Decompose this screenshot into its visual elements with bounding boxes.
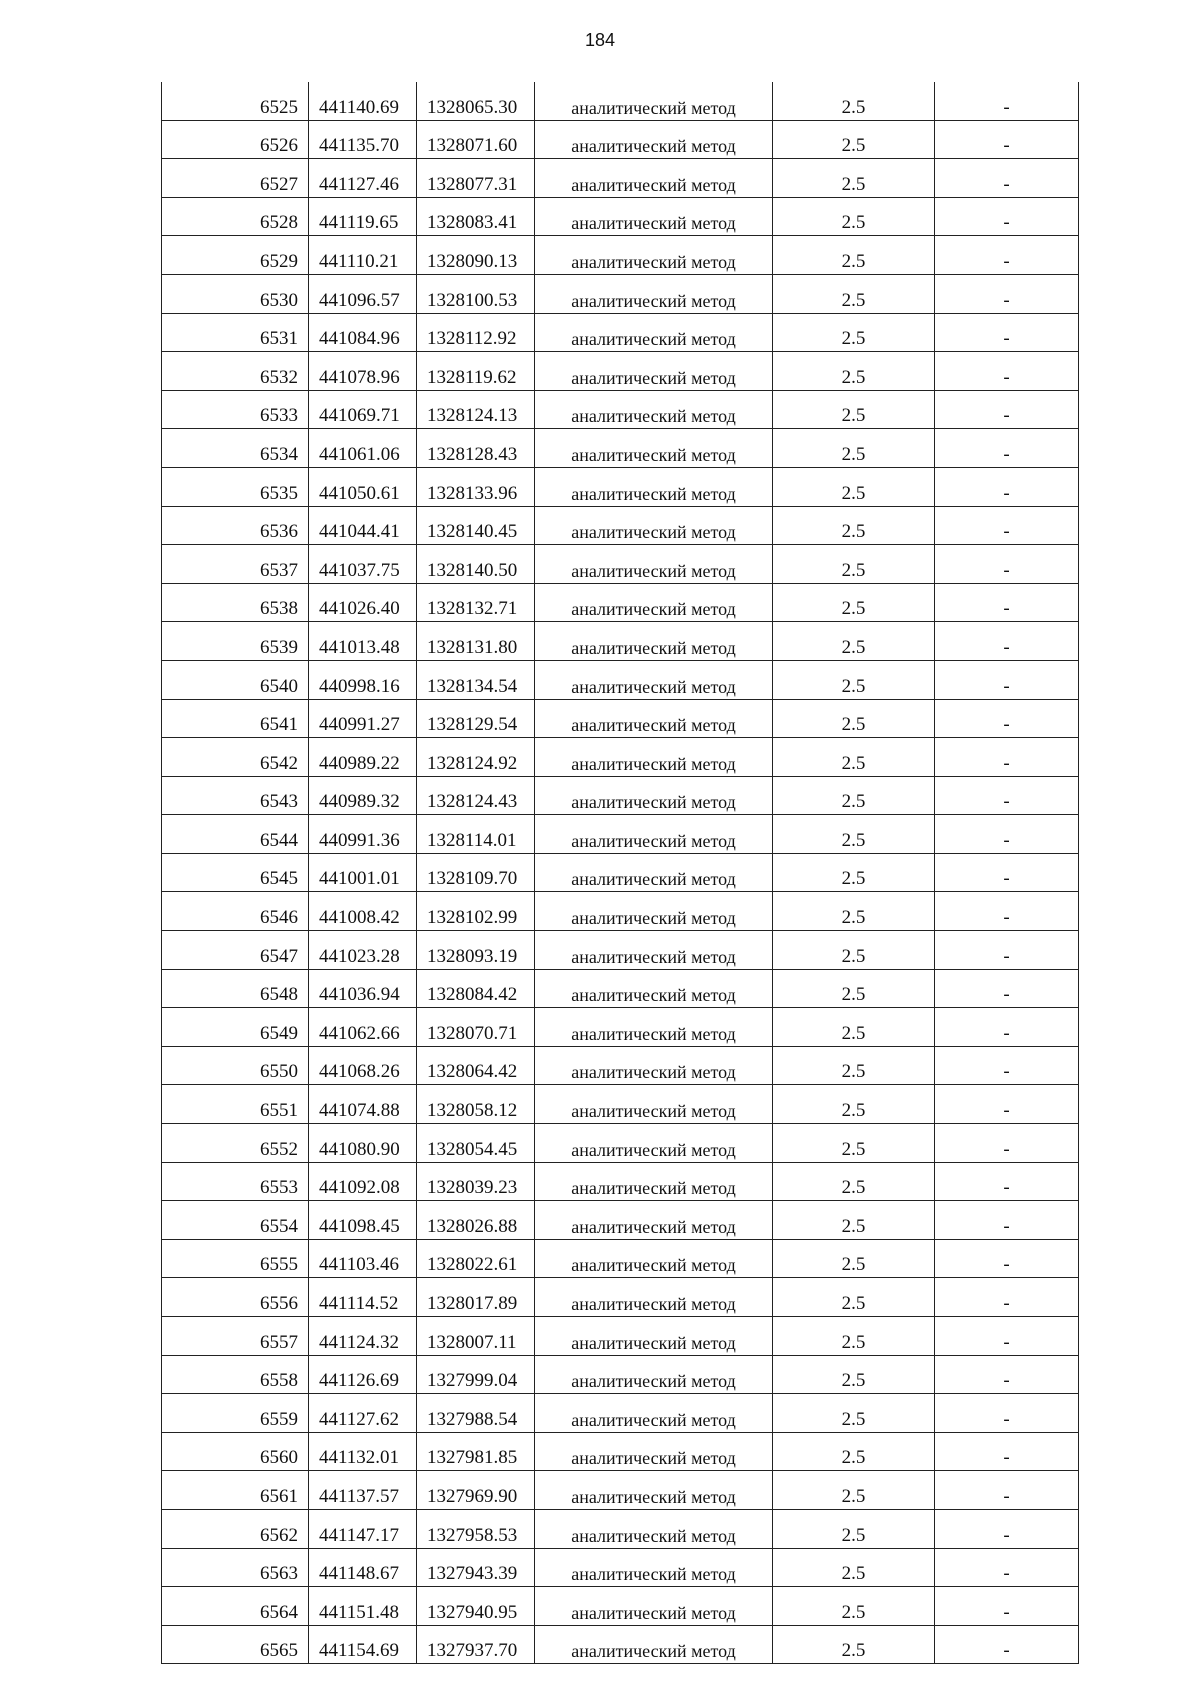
y-coordinate-cell: 1328084.42 bbox=[417, 969, 535, 1008]
table-row bbox=[162, 1355, 1079, 1394]
y-coordinate-cell: 1328093.19 bbox=[417, 931, 535, 970]
point-number-cell: 6560 bbox=[162, 1432, 309, 1471]
note-cell: - bbox=[935, 969, 1079, 1008]
table-row bbox=[162, 390, 1079, 429]
note-cell: - bbox=[935, 583, 1079, 622]
accuracy-cell: 2.5 bbox=[773, 1471, 935, 1510]
method-cell: аналитический метод bbox=[535, 120, 773, 159]
y-coordinate-cell: 1327981.85 bbox=[417, 1432, 535, 1471]
note-cell: - bbox=[935, 467, 1079, 506]
y-coordinate-cell: 1327943.39 bbox=[417, 1548, 535, 1587]
table-row bbox=[162, 583, 1079, 622]
point-number-cell: 6564 bbox=[162, 1587, 309, 1626]
point-number-cell: 6526 bbox=[162, 120, 309, 159]
table-row bbox=[162, 197, 1079, 236]
point-number-cell: 6561 bbox=[162, 1471, 309, 1510]
note-cell: - bbox=[935, 429, 1079, 468]
accuracy-cell: 2.5 bbox=[773, 1162, 935, 1201]
y-coordinate-cell: 1328064.42 bbox=[417, 1046, 535, 1085]
table-row bbox=[162, 429, 1079, 468]
method-cell: аналитический метод bbox=[535, 1124, 773, 1163]
accuracy-cell: 2.5 bbox=[773, 969, 935, 1008]
table-row bbox=[162, 1432, 1079, 1471]
table-row bbox=[162, 699, 1079, 738]
point-number-cell: 6558 bbox=[162, 1355, 309, 1394]
table-row bbox=[162, 236, 1079, 275]
note-cell: - bbox=[935, 931, 1079, 970]
accuracy-cell: 2.5 bbox=[773, 1008, 935, 1047]
table-row bbox=[162, 1625, 1079, 1664]
x-coordinate-cell: 441036.94 bbox=[309, 969, 417, 1008]
x-coordinate-cell: 441126.69 bbox=[309, 1355, 417, 1394]
note-cell: - bbox=[935, 82, 1079, 120]
note-cell: - bbox=[935, 1625, 1079, 1664]
y-coordinate-cell: 1328026.88 bbox=[417, 1201, 535, 1240]
point-number-cell: 6539 bbox=[162, 622, 309, 661]
method-cell: аналитический метод bbox=[535, 660, 773, 699]
note-cell: - bbox=[935, 853, 1079, 892]
point-number-cell: 6536 bbox=[162, 506, 309, 545]
table-row bbox=[162, 313, 1079, 352]
accuracy-cell: 2.5 bbox=[773, 1201, 935, 1240]
x-coordinate-cell: 441110.21 bbox=[309, 236, 417, 275]
point-number-cell: 6557 bbox=[162, 1317, 309, 1356]
table-row bbox=[162, 1008, 1079, 1047]
point-number-cell: 6559 bbox=[162, 1394, 309, 1433]
method-cell: аналитический метод bbox=[535, 969, 773, 1008]
method-cell: аналитический метод bbox=[535, 467, 773, 506]
y-coordinate-cell: 1328109.70 bbox=[417, 853, 535, 892]
note-cell: - bbox=[935, 1085, 1079, 1124]
y-coordinate-cell: 1327999.04 bbox=[417, 1355, 535, 1394]
note-cell: - bbox=[935, 1046, 1079, 1085]
note-cell: - bbox=[935, 1008, 1079, 1047]
note-cell: - bbox=[935, 1124, 1079, 1163]
y-coordinate-cell: 1327969.90 bbox=[417, 1471, 535, 1510]
x-coordinate-cell: 440998.16 bbox=[309, 660, 417, 699]
note-cell: - bbox=[935, 236, 1079, 275]
accuracy-cell: 2.5 bbox=[773, 1355, 935, 1394]
accuracy-cell: 2.5 bbox=[773, 1046, 935, 1085]
accuracy-cell: 2.5 bbox=[773, 1394, 935, 1433]
accuracy-cell: 2.5 bbox=[773, 467, 935, 506]
method-cell: аналитический метод bbox=[535, 1201, 773, 1240]
method-cell: аналитический метод bbox=[535, 1085, 773, 1124]
y-coordinate-cell: 1328140.45 bbox=[417, 506, 535, 545]
method-cell: аналитический метод bbox=[535, 1046, 773, 1085]
table-row bbox=[162, 1239, 1079, 1278]
x-coordinate-cell: 441008.42 bbox=[309, 892, 417, 931]
point-number-cell: 6537 bbox=[162, 545, 309, 584]
method-cell: аналитический метод bbox=[535, 1394, 773, 1433]
note-cell: - bbox=[935, 506, 1079, 545]
point-number-cell: 6565 bbox=[162, 1625, 309, 1664]
x-coordinate-cell: 441023.28 bbox=[309, 931, 417, 970]
table-row bbox=[162, 622, 1079, 661]
x-coordinate-cell: 441135.70 bbox=[309, 120, 417, 159]
point-number-cell: 6553 bbox=[162, 1162, 309, 1201]
accuracy-cell: 2.5 bbox=[773, 429, 935, 468]
x-coordinate-cell: 441147.17 bbox=[309, 1509, 417, 1548]
point-number-cell: 6562 bbox=[162, 1509, 309, 1548]
point-number-cell: 6542 bbox=[162, 738, 309, 777]
x-coordinate-cell: 441062.66 bbox=[309, 1008, 417, 1047]
accuracy-cell: 2.5 bbox=[773, 313, 935, 352]
x-coordinate-cell: 441127.46 bbox=[309, 159, 417, 198]
x-coordinate-cell: 441080.90 bbox=[309, 1124, 417, 1163]
y-coordinate-cell: 1328017.89 bbox=[417, 1278, 535, 1317]
table-row bbox=[162, 1317, 1079, 1356]
y-coordinate-cell: 1328119.62 bbox=[417, 352, 535, 391]
method-cell: аналитический метод bbox=[535, 1239, 773, 1278]
table-row bbox=[162, 1394, 1079, 1433]
note-cell: - bbox=[935, 1162, 1079, 1201]
method-cell: аналитический метод bbox=[535, 274, 773, 313]
point-number-cell: 6550 bbox=[162, 1046, 309, 1085]
x-coordinate-cell: 441013.48 bbox=[309, 622, 417, 661]
x-coordinate-cell: 441044.41 bbox=[309, 506, 417, 545]
method-cell: аналитический метод bbox=[535, 82, 773, 120]
y-coordinate-cell: 1328065.30 bbox=[417, 82, 535, 120]
coordinates-table-body bbox=[162, 82, 1079, 1664]
table-row bbox=[162, 1471, 1079, 1510]
table-row bbox=[162, 1278, 1079, 1317]
x-coordinate-cell: 441127.62 bbox=[309, 1394, 417, 1433]
x-coordinate-cell: 441050.61 bbox=[309, 467, 417, 506]
note-cell: - bbox=[935, 1509, 1079, 1548]
page-number: 184 bbox=[584, 30, 616, 50]
method-cell: аналитический метод bbox=[535, 197, 773, 236]
note-cell: - bbox=[935, 1317, 1079, 1356]
x-coordinate-cell: 441026.40 bbox=[309, 583, 417, 622]
y-coordinate-cell: 1327958.53 bbox=[417, 1509, 535, 1548]
method-cell: аналитический метод bbox=[535, 159, 773, 198]
table-row bbox=[162, 815, 1079, 854]
table-row bbox=[162, 853, 1079, 892]
accuracy-cell: 2.5 bbox=[773, 159, 935, 198]
x-coordinate-cell: 441096.57 bbox=[309, 274, 417, 313]
accuracy-cell: 2.5 bbox=[773, 82, 935, 120]
point-number-cell: 6547 bbox=[162, 931, 309, 970]
method-cell: аналитический метод bbox=[535, 313, 773, 352]
y-coordinate-cell: 1328112.92 bbox=[417, 313, 535, 352]
accuracy-cell: 2.5 bbox=[773, 583, 935, 622]
accuracy-cell: 2.5 bbox=[773, 853, 935, 892]
method-cell: аналитический метод bbox=[535, 506, 773, 545]
method-cell: аналитический метод bbox=[535, 1587, 773, 1626]
point-number-cell: 6549 bbox=[162, 1008, 309, 1047]
table-row bbox=[162, 1162, 1079, 1201]
method-cell: аналитический метод bbox=[535, 390, 773, 429]
table-row bbox=[162, 776, 1079, 815]
table-row bbox=[162, 1124, 1079, 1163]
method-cell: аналитический метод bbox=[535, 583, 773, 622]
accuracy-cell: 2.5 bbox=[773, 1625, 935, 1664]
y-coordinate-cell: 1327940.95 bbox=[417, 1587, 535, 1626]
accuracy-cell: 2.5 bbox=[773, 776, 935, 815]
x-coordinate-cell: 441069.71 bbox=[309, 390, 417, 429]
table-row bbox=[162, 1085, 1079, 1124]
note-cell: - bbox=[935, 622, 1079, 661]
y-coordinate-cell: 1328133.96 bbox=[417, 467, 535, 506]
note-cell: - bbox=[935, 159, 1079, 198]
point-number-cell: 6545 bbox=[162, 853, 309, 892]
y-coordinate-cell: 1327937.70 bbox=[417, 1625, 535, 1664]
y-coordinate-cell: 1328054.45 bbox=[417, 1124, 535, 1163]
table-row bbox=[162, 506, 1079, 545]
x-coordinate-cell: 440991.27 bbox=[309, 699, 417, 738]
method-cell: аналитический метод bbox=[535, 429, 773, 468]
x-coordinate-cell: 441140.69 bbox=[309, 82, 417, 120]
point-number-cell: 6532 bbox=[162, 352, 309, 391]
point-number-cell: 6530 bbox=[162, 274, 309, 313]
point-number-cell: 6527 bbox=[162, 159, 309, 198]
method-cell: аналитический метод bbox=[535, 931, 773, 970]
y-coordinate-cell: 1328070.71 bbox=[417, 1008, 535, 1047]
note-cell: - bbox=[935, 1432, 1079, 1471]
note-cell: - bbox=[935, 1239, 1079, 1278]
x-coordinate-cell: 441124.32 bbox=[309, 1317, 417, 1356]
x-coordinate-cell: 441084.96 bbox=[309, 313, 417, 352]
point-number-cell: 6531 bbox=[162, 313, 309, 352]
note-cell: - bbox=[935, 1548, 1079, 1587]
note-cell: - bbox=[935, 1355, 1079, 1394]
method-cell: аналитический метод bbox=[535, 1278, 773, 1317]
y-coordinate-cell: 1328124.13 bbox=[417, 390, 535, 429]
note-cell: - bbox=[935, 1471, 1079, 1510]
point-number-cell: 6548 bbox=[162, 969, 309, 1008]
x-coordinate-cell: 440989.22 bbox=[309, 738, 417, 777]
accuracy-cell: 2.5 bbox=[773, 120, 935, 159]
point-number-cell: 6552 bbox=[162, 1124, 309, 1163]
point-number-cell: 6551 bbox=[162, 1085, 309, 1124]
table-row bbox=[162, 1201, 1079, 1240]
method-cell: аналитический метод bbox=[535, 1509, 773, 1548]
method-cell: аналитический метод bbox=[535, 738, 773, 777]
method-cell: аналитический метод bbox=[535, 776, 773, 815]
y-coordinate-cell: 1328132.71 bbox=[417, 583, 535, 622]
note-cell: - bbox=[935, 776, 1079, 815]
accuracy-cell: 2.5 bbox=[773, 545, 935, 584]
x-coordinate-cell: 441001.01 bbox=[309, 853, 417, 892]
method-cell: аналитический метод bbox=[535, 815, 773, 854]
accuracy-cell: 2.5 bbox=[773, 1239, 935, 1278]
point-number-cell: 6543 bbox=[162, 776, 309, 815]
x-coordinate-cell: 441119.65 bbox=[309, 197, 417, 236]
accuracy-cell: 2.5 bbox=[773, 622, 935, 661]
accuracy-cell: 2.5 bbox=[773, 236, 935, 275]
point-number-cell: 6538 bbox=[162, 583, 309, 622]
note-cell: - bbox=[935, 390, 1079, 429]
note-cell: - bbox=[935, 274, 1079, 313]
table-row bbox=[162, 274, 1079, 313]
table-row bbox=[162, 1587, 1079, 1626]
method-cell: аналитический метод bbox=[535, 1432, 773, 1471]
note-cell: - bbox=[935, 660, 1079, 699]
y-coordinate-cell: 1328128.43 bbox=[417, 429, 535, 468]
table-row bbox=[162, 82, 1079, 120]
table-row bbox=[162, 159, 1079, 198]
y-coordinate-cell: 1328114.01 bbox=[417, 815, 535, 854]
accuracy-cell: 2.5 bbox=[773, 274, 935, 313]
y-coordinate-cell: 1328124.43 bbox=[417, 776, 535, 815]
note-cell: - bbox=[935, 1201, 1079, 1240]
accuracy-cell: 2.5 bbox=[773, 699, 935, 738]
accuracy-cell: 2.5 bbox=[773, 1317, 935, 1356]
table-row bbox=[162, 1046, 1079, 1085]
note-cell: - bbox=[935, 699, 1079, 738]
x-coordinate-cell: 441098.45 bbox=[309, 1201, 417, 1240]
note-cell: - bbox=[935, 120, 1079, 159]
point-number-cell: 6544 bbox=[162, 815, 309, 854]
note-cell: - bbox=[935, 545, 1079, 584]
y-coordinate-cell: 1328134.54 bbox=[417, 660, 535, 699]
x-coordinate-cell: 441114.52 bbox=[309, 1278, 417, 1317]
note-cell: - bbox=[935, 1394, 1079, 1433]
point-number-cell: 6541 bbox=[162, 699, 309, 738]
method-cell: аналитический метод bbox=[535, 1162, 773, 1201]
method-cell: аналитический метод bbox=[535, 699, 773, 738]
table-row bbox=[162, 738, 1079, 777]
accuracy-cell: 2.5 bbox=[773, 892, 935, 931]
y-coordinate-cell: 1328124.92 bbox=[417, 738, 535, 777]
table-row bbox=[162, 1548, 1079, 1587]
method-cell: аналитический метод bbox=[535, 892, 773, 931]
accuracy-cell: 2.5 bbox=[773, 1432, 935, 1471]
method-cell: аналитический метод bbox=[535, 1548, 773, 1587]
y-coordinate-cell: 1328102.99 bbox=[417, 892, 535, 931]
method-cell: аналитический метод bbox=[535, 1317, 773, 1356]
point-number-cell: 6535 bbox=[162, 467, 309, 506]
y-coordinate-cell: 1327988.54 bbox=[417, 1394, 535, 1433]
accuracy-cell: 2.5 bbox=[773, 815, 935, 854]
note-cell: - bbox=[935, 352, 1079, 391]
accuracy-cell: 2.5 bbox=[773, 1587, 935, 1626]
note-cell: - bbox=[935, 738, 1079, 777]
accuracy-cell: 2.5 bbox=[773, 390, 935, 429]
table-row bbox=[162, 467, 1079, 506]
x-coordinate-cell: 441092.08 bbox=[309, 1162, 417, 1201]
x-coordinate-cell: 440989.32 bbox=[309, 776, 417, 815]
x-coordinate-cell: 441148.67 bbox=[309, 1548, 417, 1587]
x-coordinate-cell: 441154.69 bbox=[309, 1625, 417, 1664]
accuracy-cell: 2.5 bbox=[773, 197, 935, 236]
accuracy-cell: 2.5 bbox=[773, 352, 935, 391]
accuracy-cell: 2.5 bbox=[773, 1509, 935, 1548]
point-number-cell: 6528 bbox=[162, 197, 309, 236]
accuracy-cell: 2.5 bbox=[773, 1548, 935, 1587]
x-coordinate-cell: 441061.06 bbox=[309, 429, 417, 468]
point-number-cell: 6540 bbox=[162, 660, 309, 699]
x-coordinate-cell: 441137.57 bbox=[309, 1471, 417, 1510]
x-coordinate-cell: 441037.75 bbox=[309, 545, 417, 584]
point-number-cell: 6556 bbox=[162, 1278, 309, 1317]
table-row bbox=[162, 545, 1079, 584]
accuracy-cell: 2.5 bbox=[773, 506, 935, 545]
point-number-cell: 6563 bbox=[162, 1548, 309, 1587]
y-coordinate-cell: 1328071.60 bbox=[417, 120, 535, 159]
method-cell: аналитический метод bbox=[535, 853, 773, 892]
point-number-cell: 6529 bbox=[162, 236, 309, 275]
method-cell: аналитический метод bbox=[535, 1471, 773, 1510]
table-row bbox=[162, 660, 1079, 699]
table-row bbox=[162, 892, 1079, 931]
x-coordinate-cell: 440991.36 bbox=[309, 815, 417, 854]
accuracy-cell: 2.5 bbox=[773, 660, 935, 699]
note-cell: - bbox=[935, 1587, 1079, 1626]
method-cell: аналитический метод bbox=[535, 1625, 773, 1664]
y-coordinate-cell: 1328077.31 bbox=[417, 159, 535, 198]
y-coordinate-cell: 1328131.80 bbox=[417, 622, 535, 661]
y-coordinate-cell: 1328007.11 bbox=[417, 1317, 535, 1356]
accuracy-cell: 2.5 bbox=[773, 1085, 935, 1124]
accuracy-cell: 2.5 bbox=[773, 1124, 935, 1163]
table-row bbox=[162, 931, 1079, 970]
point-number-cell: 6525 bbox=[162, 82, 309, 120]
point-number-cell: 6533 bbox=[162, 390, 309, 429]
y-coordinate-cell: 1328100.53 bbox=[417, 274, 535, 313]
table-row bbox=[162, 352, 1079, 391]
method-cell: аналитический метод bbox=[535, 352, 773, 391]
y-coordinate-cell: 1328039.23 bbox=[417, 1162, 535, 1201]
x-coordinate-cell: 441132.01 bbox=[309, 1432, 417, 1471]
method-cell: аналитический метод bbox=[535, 622, 773, 661]
accuracy-cell: 2.5 bbox=[773, 931, 935, 970]
note-cell: - bbox=[935, 197, 1079, 236]
accuracy-cell: 2.5 bbox=[773, 738, 935, 777]
point-number-cell: 6555 bbox=[162, 1239, 309, 1278]
note-cell: - bbox=[935, 313, 1079, 352]
table-row bbox=[162, 1509, 1079, 1548]
method-cell: аналитический метод bbox=[535, 236, 773, 275]
method-cell: аналитический метод bbox=[535, 545, 773, 584]
note-cell: - bbox=[935, 815, 1079, 854]
table-row bbox=[162, 969, 1079, 1008]
y-coordinate-cell: 1328083.41 bbox=[417, 197, 535, 236]
accuracy-cell: 2.5 bbox=[773, 1278, 935, 1317]
point-number-cell: 6534 bbox=[162, 429, 309, 468]
y-coordinate-cell: 1328129.54 bbox=[417, 699, 535, 738]
table-row bbox=[162, 120, 1079, 159]
y-coordinate-cell: 1328022.61 bbox=[417, 1239, 535, 1278]
y-coordinate-cell: 1328140.50 bbox=[417, 545, 535, 584]
point-number-cell: 6546 bbox=[162, 892, 309, 931]
x-coordinate-cell: 441074.88 bbox=[309, 1085, 417, 1124]
x-coordinate-cell: 441068.26 bbox=[309, 1046, 417, 1085]
y-coordinate-cell: 1328090.13 bbox=[417, 236, 535, 275]
method-cell: аналитический метод bbox=[535, 1008, 773, 1047]
note-cell: - bbox=[935, 892, 1079, 931]
y-coordinate-cell: 1328058.12 bbox=[417, 1085, 535, 1124]
coordinates-table bbox=[161, 82, 1079, 1664]
point-number-cell: 6554 bbox=[162, 1201, 309, 1240]
x-coordinate-cell: 441078.96 bbox=[309, 352, 417, 391]
x-coordinate-cell: 441151.48 bbox=[309, 1587, 417, 1626]
method-cell: аналитический метод bbox=[535, 1355, 773, 1394]
x-coordinate-cell: 441103.46 bbox=[309, 1239, 417, 1278]
note-cell: - bbox=[935, 1278, 1079, 1317]
